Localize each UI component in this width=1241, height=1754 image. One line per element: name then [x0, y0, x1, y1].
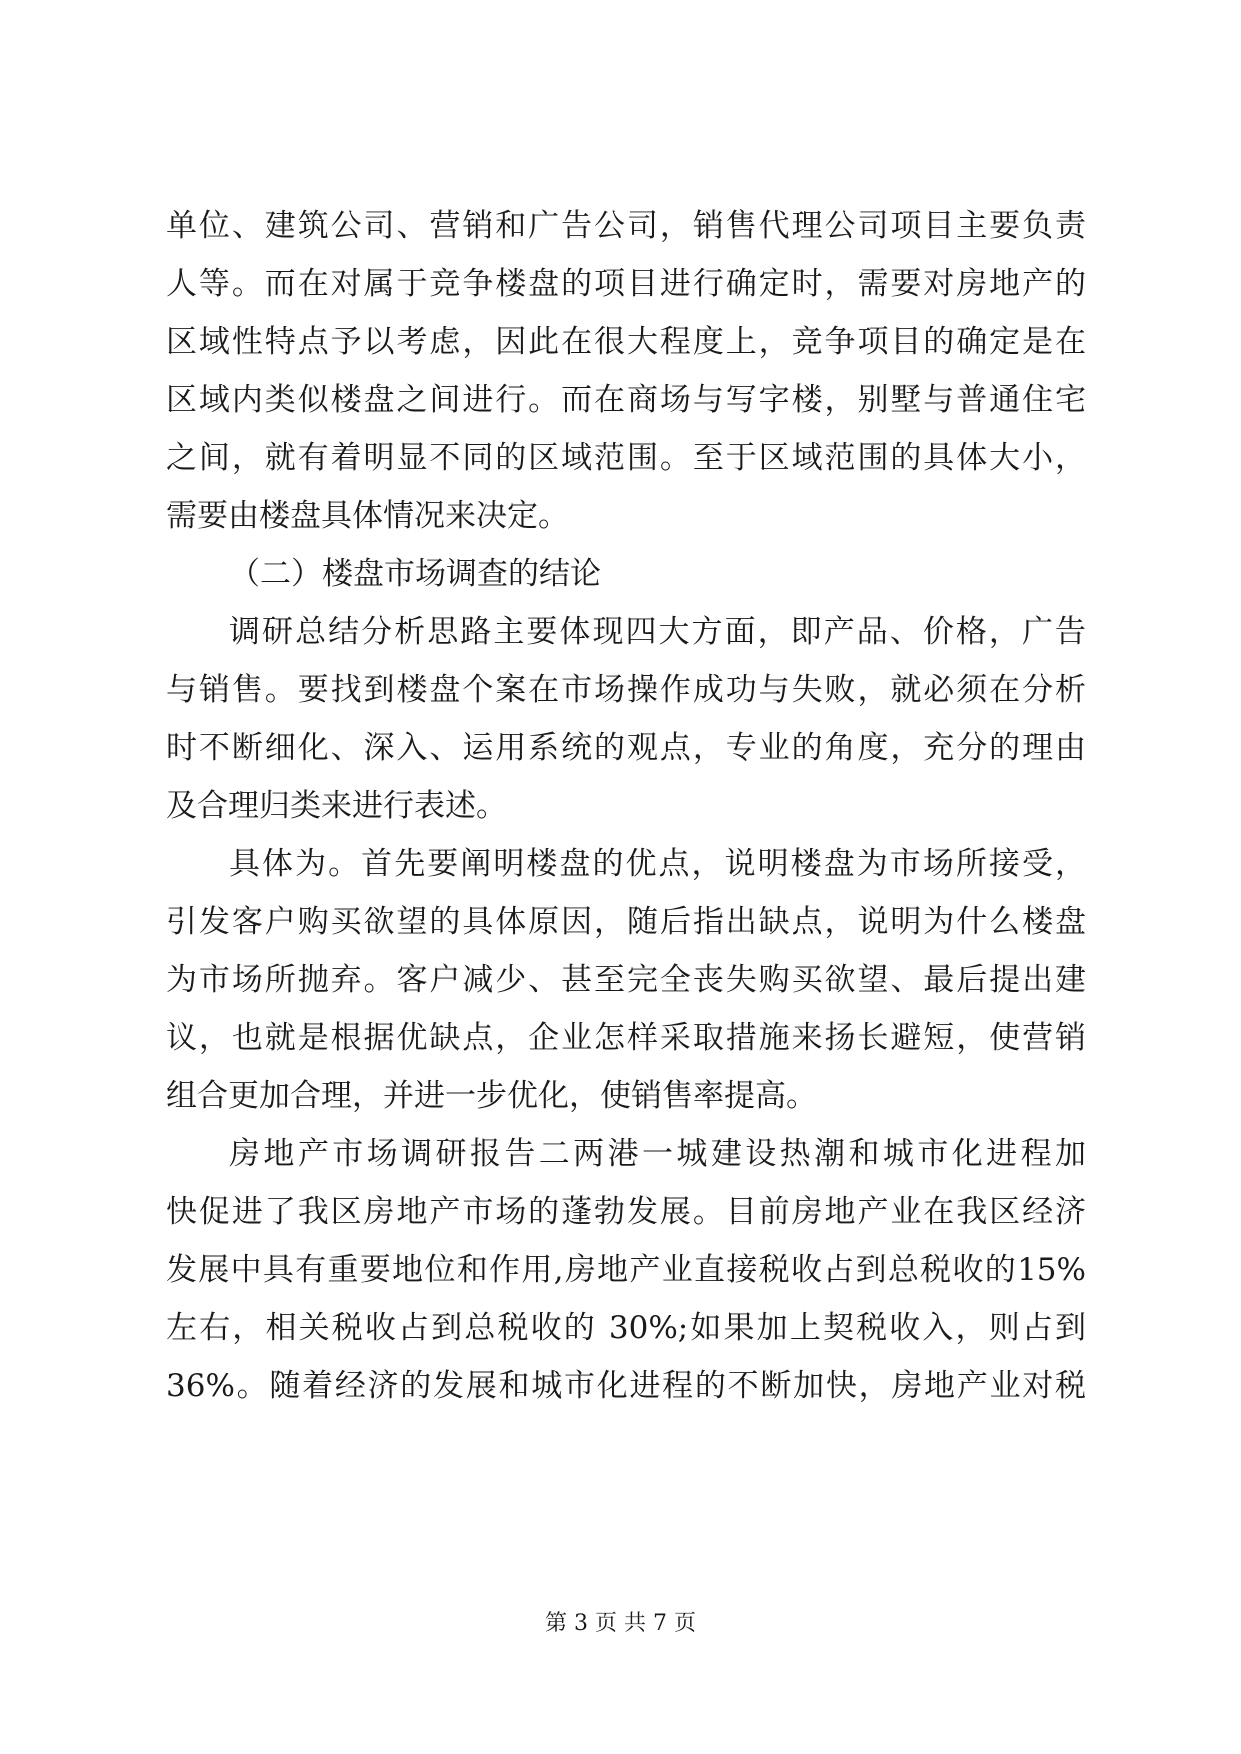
body-text-line: 发展中具有重要地位和作用,房地产业直接税收占到总税收的15%: [166, 1252, 1086, 1288]
body-text-line: 及合理归类来进行表述。: [166, 788, 507, 824]
section-heading: （二）楼盘市场调查的结论: [229, 556, 601, 592]
paragraph-first-line: 调研总结分析思路主要体现四大方面，即产品、价格，广告: [229, 614, 1086, 650]
body-text-line: 为市场所抛弃。客户减少、甚至完全丧失购买欲望、最后提出建: [166, 962, 1086, 998]
body-text-line: 区域内类似楼盘之间进行。而在商场与写字楼，别墅与普通住宅: [166, 382, 1086, 418]
body-text-line: 快促进了我区房地产市场的蓬勃发展。目前房地产业在我区经济: [166, 1194, 1086, 1230]
body-text-line: 36%。随着经济的发展和城市化进程的不断加快，房地产业对税: [166, 1368, 1086, 1404]
body-text-line: 左右，相关税收占到总税收的 30%;如果加上契税收入，则占到: [166, 1310, 1086, 1346]
paragraph-first-line: 具体为。首先要阐明楼盘的优点，说明楼盘为市场所接受，: [229, 846, 1086, 882]
body-text-line: 时不断细化、深入、运用系统的观点，专业的角度，充分的理由: [166, 730, 1086, 766]
body-text-line: 需要由楼盘具体情况来决定。: [166, 498, 569, 534]
body-text-line: 引发客户购买欲望的具体原因，随后指出缺点，说明为什么楼盘: [166, 904, 1086, 940]
body-text-line: 人等。而在对属于竞争楼盘的项目进行确定时，需要对房地产的: [166, 266, 1086, 302]
body-text-line: 之间，就有着明显不同的区域范围。至于区域范围的具体大小，: [166, 440, 1086, 476]
body-text-line: 议，也就是根据优缺点，企业怎样采取措施来扬长避短，使营销: [166, 1020, 1086, 1056]
body-text-line: 与销售。要找到楼盘个案在市场操作成功与失败，就必须在分析: [166, 672, 1086, 708]
body-text-line: 组合更加合理，并进一步优化，使销售率提高。: [166, 1078, 817, 1114]
body-text-line: 区域性特点予以考虑，因此在很大程度上，竞争项目的确定是在: [166, 324, 1086, 360]
body-text-line: 单位、建筑公司、营销和广告公司，销售代理公司项目主要负责: [166, 208, 1086, 244]
page-number-footer: 第 3 页 共 7 页: [545, 1611, 696, 1636]
paragraph-first-line: 房地产市场调研报告二两港一城建设热潮和城市化进程加: [229, 1136, 1086, 1172]
